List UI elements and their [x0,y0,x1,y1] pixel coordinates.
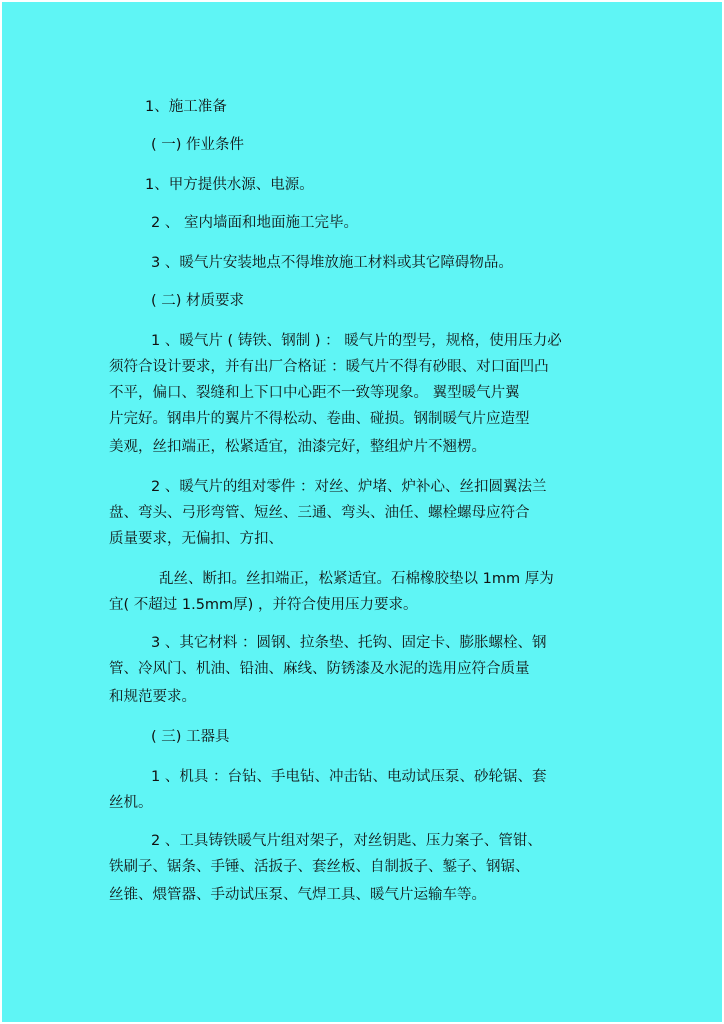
section-heading-construction-prep: 1、施工准备 [145,99,227,115]
paragraph-line: 片完好。钢串片的翼片不得松动、卷曲、碰损。钢制暖气片应造型 [109,411,530,427]
paragraph-line: 3 、其它材料 ：圆钢、拉条垫、托钩、固定卡、膨胀螺栓、钢 [151,635,547,651]
paragraph-line: 1、甲方提供水源、电源。 [145,177,314,193]
paragraph-line: 1 、暖气片 ( 铸铁、钢制 ) ： 暖气片的型号，规格，使用压力必 [151,333,562,349]
paragraph-line: 铁刷子、锯条、手锤、活扳子、套丝板、自制扳子、錾子、钢锯、 [109,859,530,875]
paragraph-line: 乱丝、断扣。丝扣端正，松紧适宜。石棉橡胶垫以 1mm 厚为 [159,571,554,587]
paragraph-line: 质量要求，无偏扣、方扣、 [109,531,283,547]
subheading-work-conditions: ( 一) 作业条件 [151,137,245,153]
paragraph-line: 丝机。 [109,795,153,811]
paragraph-line: 不平，偏口、裂缝和上下口中心距不一致等现象。 翼型暖气片翼 [109,385,520,401]
paragraph-line: 丝锥、煨管器、手动试压泵、气焊工具、暖气片运输车等。 [109,887,486,903]
paragraph-line: 须符合设计要求，并有出厂合格证 ：暖气片不得有砂眼、对口面凹凸 [109,359,549,375]
subheading-material-requirements: ( 二) 材质要求 [151,293,245,309]
paragraph-line: 2 、暖气片的组对零件 ：对丝、炉堵、炉补心、丝扣圆翼法兰 [151,479,547,495]
paragraph-line: 宜( 不超过 1.5mm厚) ，并符合使用压力要求。 [109,597,418,613]
paragraph-line: 1 、机具 ：台钻、手电钻、冲击钻、电动试压泵、砂轮锯、套 [151,769,547,785]
paragraph-line: 管、冷风门、机油、铅油、麻线、防锈漆及水泥的选用应符合质量 [109,661,530,677]
document-page [2,2,722,1022]
paragraph-line: 2 、工具铸铁暖气片组对架子，对丝钥匙、压力案子、管钳、 [151,833,542,849]
paragraph-line: 2 、 室内墙面和地面施工完毕。 [151,215,358,231]
paragraph-line: 和规范要求。 [109,689,196,705]
paragraph-line: 3 、暖气片安装地点不得堆放施工材料或其它障碍物品。 [151,255,513,271]
subheading-tools: ( 三) 工器具 [151,729,230,745]
paragraph-line: 美观，丝扣端正，松紧适宜，油漆完好，整组炉片不翘楞。 [109,439,486,455]
paragraph-line: 盘、弯头、弓形弯管、短丝、三通、弯头、油任、螺栓螺母应符合 [109,505,530,521]
